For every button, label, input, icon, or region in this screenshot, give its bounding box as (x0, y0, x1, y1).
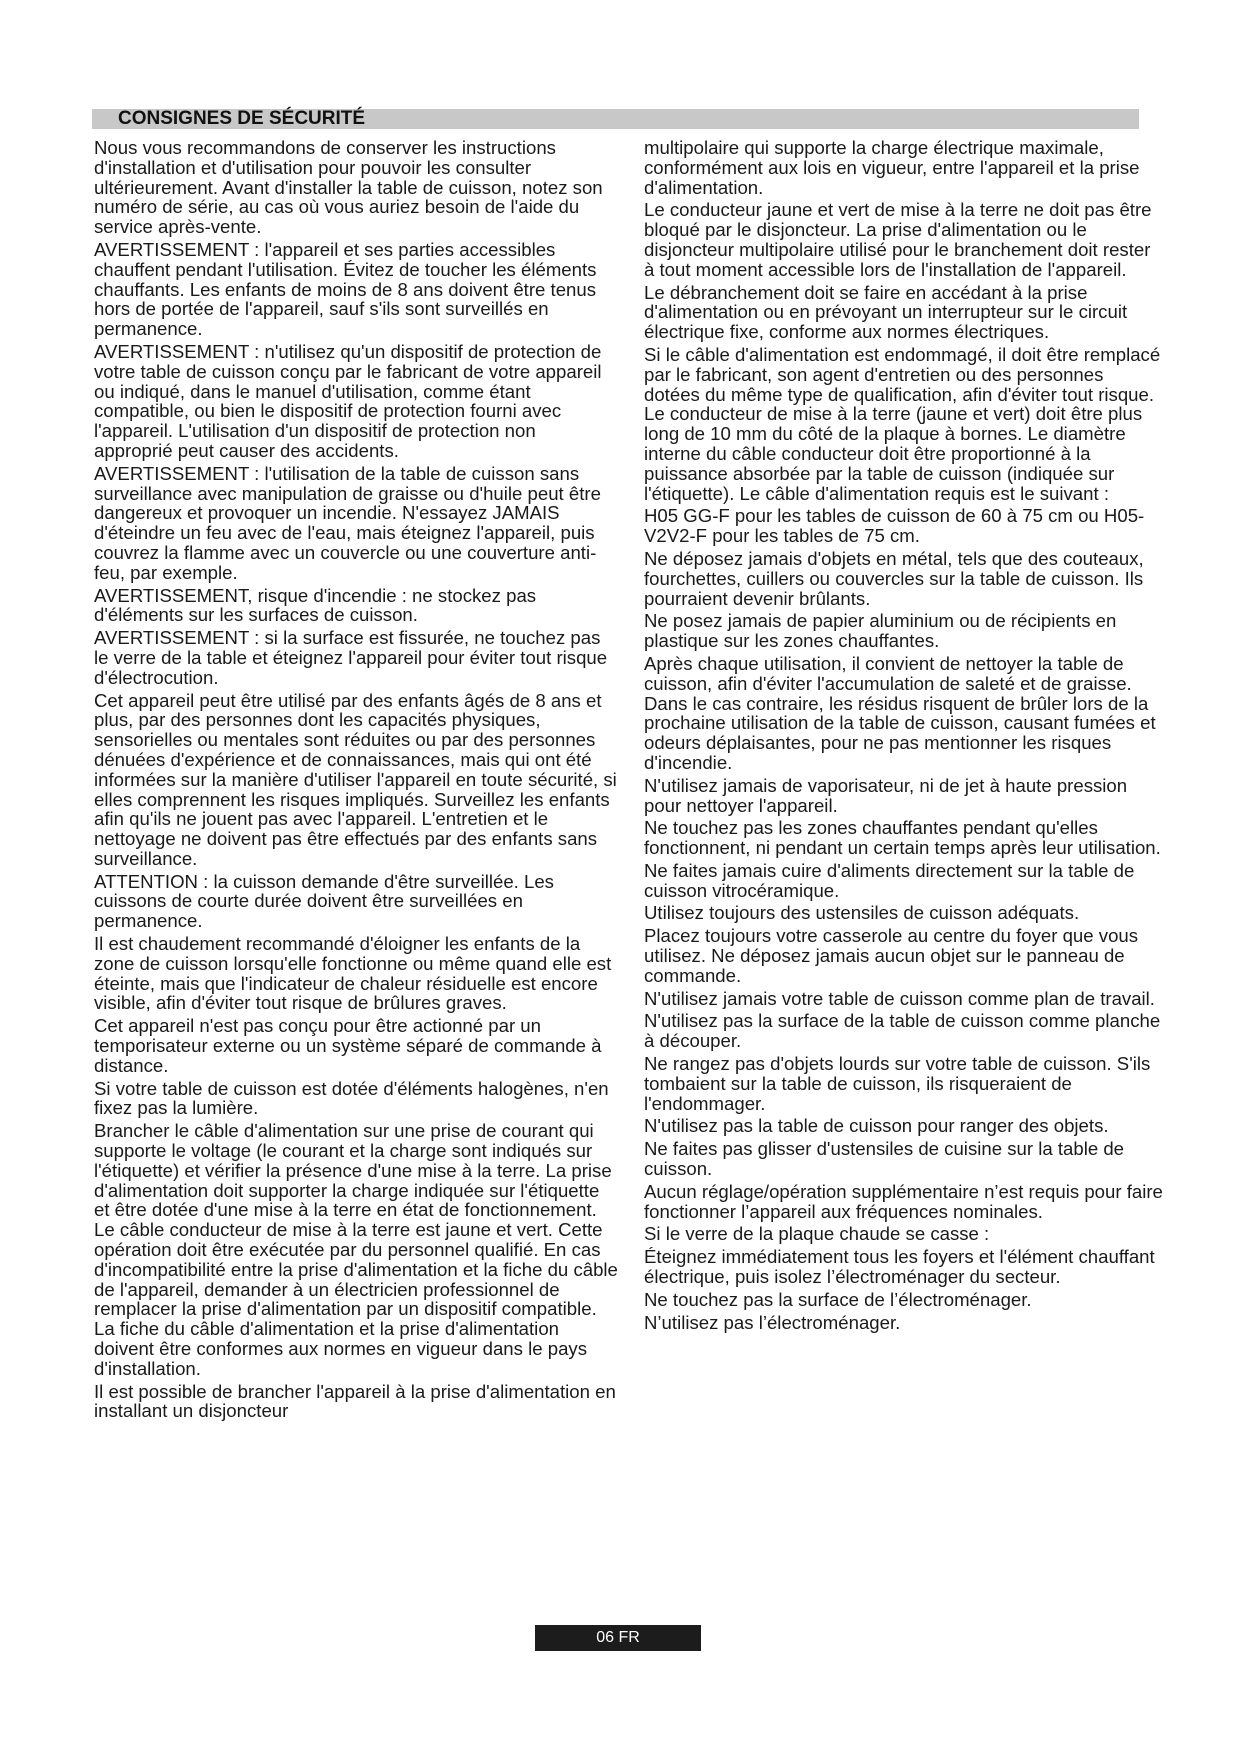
paragraph: H05 GG-F pour les tables de cuisson de 60 à 75 cm ou H05-V2V2-F pour les tables de 75 cm. (644, 505, 1145, 547)
paragraph: Brancher le câble d'alimentation sur une prise de courant qui supporte le voltage (le courant et la charge sont indiqués sur l'étiquette) et vérifier la présence d'une mise à la terre. La prise d'alimentation doit supporter la charge indiquée sur l'étiquette et être dotée d'une mise à la terre en état de fonctionnement. Le câble conducteur de mise à la terre est jaune et vert. Cette opération doit être exécutée par du personnel qualifié. En cas d'incompatibilité entre la prise d'alimentation et la fiche du câble de l'appareil, demander à un électricien professionnel de remplacer la prise d'alimentation par un dispositif compatible. La fiche du câble d'alimentation et la prise d'alimentation doivent être conformes aux normes en vigueur dans le pays d'installation. (94, 1120, 618, 1379)
paragraph: AVERTISSEMENT : l'utilisation de la table de cuisson sans surveillance avec manipulation de graisse ou d'huile peut être dangereux et provoquer un incendie. N'essayez JAMAIS d'éteindre un feu avec de l'eau, mais éteignez l'appareil, puis couvrez la flamme avec un couvercle ou une couverture anti-feu, par exemple. (94, 462, 601, 583)
paragraph: Utilisez toujours des ustensiles de cuisson adéquats. (644, 902, 1080, 924)
paragraph: Le conducteur jaune et vert de mise à la terre ne doit pas être bloqué par le disjoncteur. La prise d'alimentation ou le disjoncteur multipolaire utilisé pour le branchement doit rester à tout moment accessible lors de l'installation de l'appareil. (644, 199, 1152, 280)
paragraph: Si votre table de cuisson est dotée d'éléments halogènes, n'en fixez pas la lumière. (94, 1077, 609, 1119)
paragraph: Ne posez jamais de papier aluminium ou de récipients en plastique sur les zones chauffantes. (644, 610, 1117, 652)
paragraph: Ne déposez jamais d'objets en métal, tels que des couteaux, fourchettes, cuillers ou couvercles sur la table de cuisson. Ils pourraient devenir brûlants. (644, 547, 1144, 609)
paragraph: AVERTISSEMENT, risque d'incendie : ne stockez pas d'éléments sur les surfaces de cuisson. (94, 584, 537, 626)
paragraph: AVERTISSEMENT : si la surface est fissurée, ne touchez pas le verre de la table et éteignez l'appareil pour éviter tout risque d'électrocution. (94, 627, 608, 688)
paragraph: Nous vous recommandons de conserver les instructions d'installation et d'utilisation pour pouvoir les consulter ultérieurement. Avant d'installer la table de cuisson, notez son numéro de série, au cas où vous auriez besoin de l'aide du service après-vente. (94, 137, 603, 238)
paragraph: N'utilisez jamais votre table de cuisson comme plan de travail. (644, 987, 1155, 1009)
paragraph: N'utilisez jamais de vaporisateur, ni de jet à haute pression pour nettoyer l'appareil. (644, 774, 1128, 816)
paragraph: Le débranchement doit se faire en accédant à la prise d'alimentation ou en prévoyant un interrupteur sur le circuit électrique fixe, conforme aux normes électriques. (644, 281, 1128, 343)
paragraph: N'utilisez pas la surface de la table de cuisson comme planche à découper. (644, 1010, 1161, 1052)
paragraph: AVERTISSEMENT : l'appareil et ses parties accessibles chauffent pendant l'utilisation. Évitez de toucher les éléments chauffants. Les enfants de moins de 8 ans doivent être tenus hors de portée de l'appareil, sauf s'ils sont surveillés en permanence. (94, 238, 597, 340)
paragraph: N'utilisez pas la table de cuisson pour ranger des objets. (644, 1115, 1109, 1137)
paragraph: Si le verre de la plaque chaude se casse : (644, 1223, 990, 1245)
paragraph: Éteignez immédiatement tous les foyers et l'élément chauffant électrique, puis isolez l’électroménager du secteur. (644, 1246, 1155, 1288)
right-text-column (644, 138, 1164, 1335)
section-title: CONSIGNES DE SÉCURITÉ (118, 108, 366, 129)
paragraph: Si le câble d'alimentation est endommagé, il doit être remplacé par le fabricant, son agent d'entretien ou des personnes dotées du même type de qualification, afin d'éviter tout risque. Le conducteur de mise à la terre (jaune et vert) doit être plus long de 10 mm du côté de la plaque à bornes. Le diamètre interne du câble conducteur doit être proportionné à la puissance absorbée par la table de cuisson (indiquée sur l'étiquette). Le câble d'alimentation requis est le suivant : (644, 343, 1161, 504)
paragraph: N’utilisez pas l’électroménager. (644, 1311, 901, 1333)
paragraph: Il est possible de brancher l'appareil à la prise d'alimentation en installant un disjoncteur (94, 1380, 616, 1422)
paragraph: Ne faites jamais cuire d'aliments directement sur la table de cuisson vitrocéramique. (644, 859, 1135, 901)
paragraph: multipolaire qui supporte la charge électrique maximale, conformément aux lois en vigueur, entre l'appareil et la prise d'alimentation. (644, 137, 1140, 198)
paragraph: Il est chaudement recommandé d'éloigner les enfants de la zone de cuisson lorsqu'elle fonctionne ou même quand elle est éteinte, mais que l'indicateur de chaleur résiduelle est encore visible, afin d'éviter tout risque de brûlures graves. (94, 933, 612, 1014)
left-text-column (94, 138, 618, 1424)
paragraph: Ne rangez pas d'objets lourds sur votre table de cuisson. S'ils tombaient sur la table de cuisson, ils risqueraient de l'endommager. (644, 1053, 1151, 1114)
paragraph: Cet appareil peut être utilisé par des enfants âgés de 8 ans et plus, par des personnes dont les capacités physiques, sensorielles ou mentales sont réduites ou par des personnes dénuées d'expérience et de connaissances, mais qui ont été informées sur la manière d'utiliser l'appareil en toute sécurité, si elles comprennent les risques impliqués. Surveillez les enfants afin qu'ils ne jouent pas avec l'appareil. L'entretien et le nettoyage ne doivent pas être effectués par des enfants sans surveillance. (94, 689, 617, 869)
paragraph: Cet appareil n'est pas conçu pour être actionné par un temporisateur externe ou un système séparé de commande à distance. (94, 1015, 602, 1076)
paragraph: ATTENTION : la cuisson demande d'être surveillée. Les cuissons de courte durée doivent être surveillées en permanence. (94, 870, 554, 932)
paragraph: Après chaque utilisation, il convient de nettoyer la table de cuisson, afin d'éviter l'accumulation de saleté et de graisse. Dans le cas contraire, les résidus risquent de brûler lors de la prochaine utilisation de la table de cuisson, causant fumées et odeurs déplaisantes, pour ne pas mentionner les risques d'incendie. (644, 652, 1156, 773)
paragraph: Ne touchez pas la surface de l’électroménager. (644, 1288, 1032, 1310)
paragraph: Ne faites pas glisser d'ustensiles de cuisine sur la table de cuisson. (644, 1138, 1125, 1180)
paragraph: Placez toujours votre casserole au centre du foyer que vous utilisez. Ne déposez jamais aucun objet sur le panneau de commande. (644, 925, 1139, 986)
paragraph: AVERTISSEMENT : n'utilisez qu'un dispositif de protection de votre table de cuisson conçu par le fabricant de votre appareil ou indiqué, dans le manuel d'utilisation, comme étant compatible, ou bien le dispositif de protection fourni avec l'appareil. L'utilisation d'un dispositif de protection non approprié peut causer des accidents. (94, 340, 602, 461)
page-number: 06 FR (596, 1629, 640, 1646)
paragraph: Ne touchez pas les zones chauffantes pendant qu'elles fonctionnent, ni pendant un certain temps après leur utilisation. (644, 817, 1161, 859)
page-number-badge (535, 1625, 701, 1651)
paragraph: Aucun réglage/opération supplémentaire n’est requis pour faire fonctionner l’appareil aux fréquences nominales. (644, 1180, 1163, 1222)
